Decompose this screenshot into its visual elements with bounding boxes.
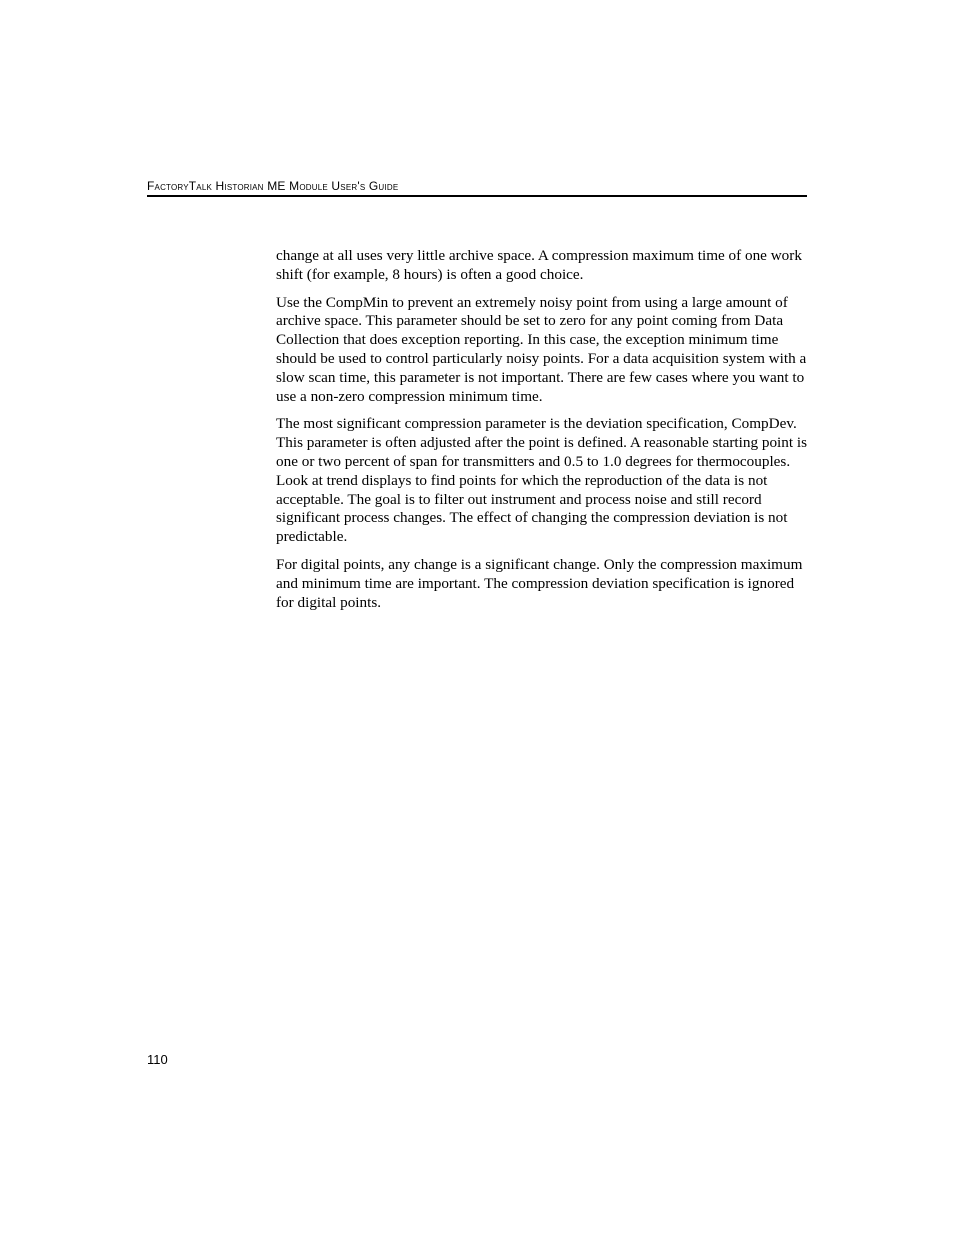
- paragraph-compmin: Use the CompMin to prevent an extremely noisy point from using a large amount of archive space. This parameter should be set to zero for any point coming from Data Collection that does exception reporting. In this case, the exception minimum time should be used to control particularly noisy points. For a data acquisition system with a slow scan time, this parameter is not important. There are few cases where you want to use a non-zero compression minimum time.: [276, 293, 807, 405]
- paragraph-compdev: The most significant compression parameter is the deviation specification, CompDev. This parameter is often adjusted after the point is defined. A reasonable starting point is one or two percent of span for transmitters and 0.5 to 1.0 degrees for thermocouples. Look at trend displays to find points for which the reproduction of the data is not acceptable. The goal is to filter out instrument and process noise and still record significant process changes. The effect of changing the compression deviation is not predictable.: [276, 415, 807, 546]
- page-number: 110: [147, 1052, 168, 1067]
- paragraph-digital-points: For digital points, any change is a significant change. Only the compression maximum and minimum time are important. The compression deviation specification is ignored for digital points.: [276, 555, 803, 611]
- body-text: [276, 247, 808, 621]
- header-rule: [147, 195, 807, 197]
- paragraph-compression-max: change at all uses very little archive space. A compression maximum time of one work shift (for example, 8 hours) is often a good choice.: [276, 247, 802, 283]
- running-header: FactoryTalk Historian ME Module User's Guide: [147, 179, 399, 193]
